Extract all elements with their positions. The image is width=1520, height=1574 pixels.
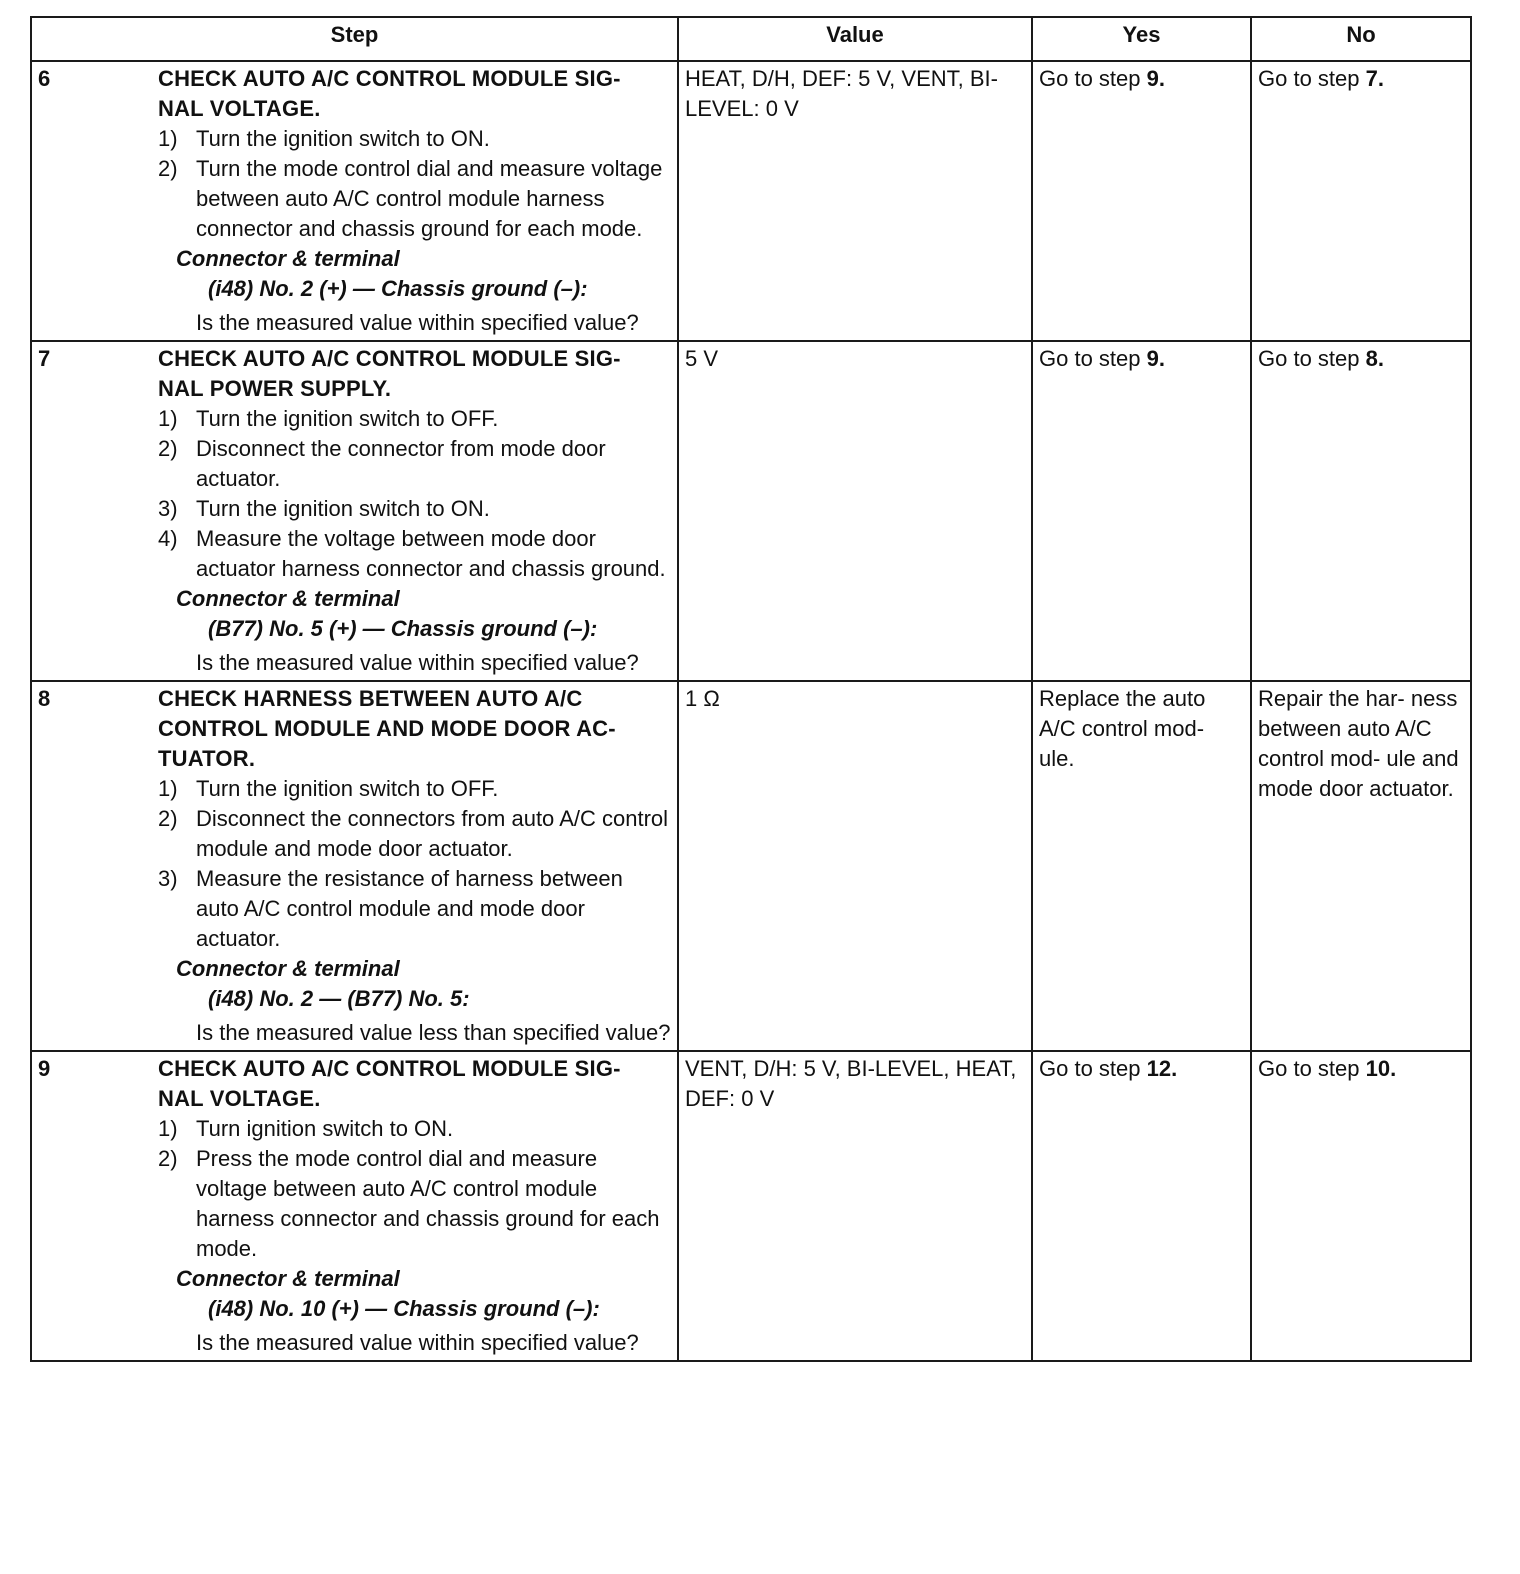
- yes-cell: [1032, 681, 1251, 1051]
- yes-cell: [1032, 1051, 1251, 1361]
- procedure-step-text: Turn the ignition switch to ON.: [196, 496, 490, 521]
- no-text: Go to step: [1258, 346, 1366, 371]
- yes-text: Go to step: [1039, 346, 1147, 371]
- step-number: 6: [38, 66, 51, 91]
- step-heading: CHECK AUTO A/C CONTROL MODULE SIG- NAL POWER SUPPLY.: [158, 346, 621, 401]
- no-cell: [1251, 61, 1471, 341]
- header-row: [31, 17, 1471, 61]
- no-text: Go to step: [1258, 1056, 1366, 1081]
- value-cell: 1 Ω: [678, 681, 1032, 1051]
- procedure-step-text: Measure the voltage between mode door actuator harness connector and chassis ground.: [196, 526, 666, 581]
- no-text: Repair the har- ness between auto A/C control mod- ule and mode door actuator.: [1258, 686, 1459, 801]
- procedure-step-marker: 2): [158, 806, 178, 831]
- no-text: Go to step: [1258, 66, 1366, 91]
- yes-step-ref: 9.: [1146, 346, 1165, 371]
- procedure-step-text: Turn ignition switch to ON.: [196, 1116, 454, 1141]
- procedure-step: [158, 434, 671, 494]
- yes-cell: [1032, 341, 1251, 681]
- step-number: 8: [38, 686, 51, 711]
- procedure-list: [158, 124, 671, 244]
- value-cell: 5 V: [678, 341, 1032, 681]
- procedure-step: [158, 494, 671, 524]
- no-step-ref: 10.: [1365, 1056, 1397, 1081]
- procedure-list: [158, 774, 671, 954]
- procedure-step: [158, 804, 671, 864]
- procedure-step-marker: 2): [158, 436, 178, 461]
- procedure-step-marker: 1): [158, 406, 178, 431]
- header-step: Step: [31, 17, 678, 61]
- no-step-ref: 7.: [1365, 66, 1384, 91]
- procedure-step: [158, 404, 671, 434]
- step-heading: CHECK AUTO A/C CONTROL MODULE SIG- NAL VOLTAGE.: [158, 66, 621, 121]
- procedure-step-marker: 2): [158, 156, 178, 181]
- connector-terminal-label: Connector & terminal: [176, 246, 400, 271]
- table-row: [31, 341, 1471, 681]
- yes-text: Go to step: [1039, 66, 1147, 91]
- header-no: No: [1251, 17, 1471, 61]
- table-row: [31, 1051, 1471, 1361]
- no-cell: [1251, 681, 1471, 1051]
- table-row: [31, 61, 1471, 341]
- procedure-step-marker: 2): [158, 1146, 178, 1171]
- procedure-step: [158, 124, 671, 154]
- connector-terminal-detail: (B77) No. 5 (+) — Chassis ground (–):: [208, 616, 598, 641]
- procedure-step-text: Disconnect the connector from mode door actuator.: [196, 436, 606, 491]
- procedure-step: [158, 154, 671, 244]
- table-row: [31, 681, 1471, 1051]
- step-number: 9: [38, 1056, 51, 1081]
- no-cell: [1251, 1051, 1471, 1361]
- yes-text: Go to step: [1039, 1056, 1147, 1081]
- procedure-step-marker: 3): [158, 866, 178, 891]
- procedure-step-text: Turn the ignition switch to OFF.: [196, 406, 499, 431]
- procedure-step-text: Press the mode control dial and measure voltage between auto A/C control module harness connector and chassis ground for each mode.: [196, 1146, 660, 1261]
- diagnostic-table: [30, 16, 1472, 1362]
- connector-terminal-detail: (i48) No. 2 — (B77) No. 5:: [208, 986, 470, 1011]
- connector-terminal-detail: (i48) No. 10 (+) — Chassis ground (–):: [208, 1296, 600, 1321]
- no-step-ref: 8.: [1365, 346, 1384, 371]
- procedure-step: [158, 524, 671, 584]
- procedure-step: [158, 1144, 671, 1264]
- connector-terminal-label: Connector & terminal: [176, 586, 400, 611]
- step-cell: [31, 61, 678, 341]
- yes-cell: [1032, 61, 1251, 341]
- connector-terminal-detail: (i48) No. 2 (+) — Chassis ground (–):: [208, 276, 588, 301]
- procedure-step-text: Turn the ignition switch to OFF.: [196, 776, 499, 801]
- no-cell: [1251, 341, 1471, 681]
- step-cell: [31, 681, 678, 1051]
- procedure-step-marker: 1): [158, 126, 178, 151]
- procedure-list: [158, 1114, 671, 1264]
- procedure-step: [158, 864, 671, 954]
- step-question: Is the measured value within specified value?: [196, 650, 639, 675]
- procedure-list: [158, 404, 671, 584]
- connector-terminal-label: Connector & terminal: [176, 1266, 400, 1291]
- procedure-step: [158, 1114, 671, 1144]
- step-number: 7: [38, 346, 51, 371]
- procedure-step-marker: 1): [158, 1116, 178, 1141]
- header-yes: Yes: [1032, 17, 1251, 61]
- yes-step-ref: 12.: [1146, 1056, 1178, 1081]
- step-question: Is the measured value less than specified value?: [196, 1020, 671, 1045]
- header-value: Value: [678, 17, 1032, 61]
- procedure-step-text: Turn the mode control dial and measure voltage between auto A/C control module harness connector and chassis ground for each mode.: [196, 156, 663, 241]
- step-cell: [31, 341, 678, 681]
- procedure-step-marker: 1): [158, 776, 178, 801]
- yes-text: Replace the auto A/C control mod- ule.: [1039, 686, 1206, 771]
- value-cell: VENT, D/H: 5 V, BI-LEVEL, HEAT, DEF: 0 V: [678, 1051, 1032, 1361]
- yes-step-ref: 9.: [1146, 66, 1165, 91]
- step-heading: CHECK AUTO A/C CONTROL MODULE SIG- NAL VOLTAGE.: [158, 1056, 621, 1111]
- procedure-step-marker: 3): [158, 496, 178, 521]
- step-question: Is the measured value within specified value?: [196, 310, 639, 335]
- procedure-step-text: Disconnect the connectors from auto A/C control module and mode door actuator.: [196, 806, 669, 861]
- procedure-step-marker: 4): [158, 526, 178, 551]
- procedure-step-text: Turn the ignition switch to ON.: [196, 126, 490, 151]
- step-question: Is the measured value within specified value?: [196, 1330, 639, 1355]
- procedure-step: [158, 774, 671, 804]
- step-heading: CHECK HARNESS BETWEEN AUTO A/C CONTROL MODULE AND MODE DOOR AC- TUATOR.: [158, 686, 616, 771]
- value-cell: HEAT, D/H, DEF: 5 V, VENT, BI-LEVEL: 0 V: [678, 61, 1032, 341]
- procedure-step-text: Measure the resistance of harness between auto A/C control module and mode door actuator.: [196, 866, 623, 951]
- step-cell: [31, 1051, 678, 1361]
- connector-terminal-label: Connector & terminal: [176, 956, 400, 981]
